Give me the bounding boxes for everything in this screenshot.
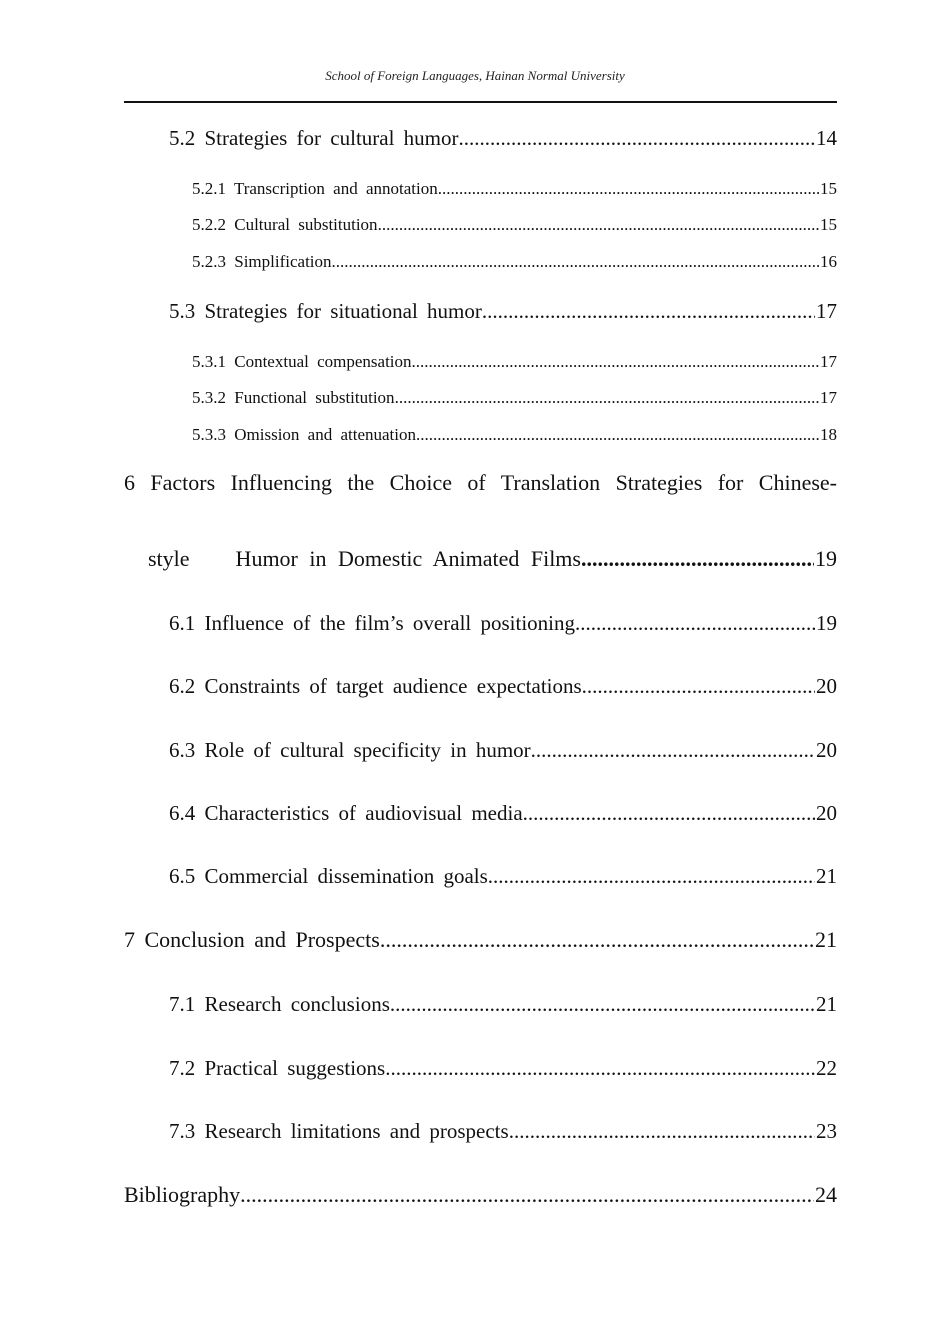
toc-page-number: 19 [816,611,837,635]
toc-leader-dots [523,801,815,826]
toc-page-number: 21 [815,927,837,952]
toc-page-number: 15 [820,179,837,198]
toc-leader-dots [459,126,815,151]
toc-page-number: 17 [820,352,837,371]
toc-entry-6-4[interactable] [169,801,837,826]
toc-entry-7-3[interactable] [169,1119,837,1144]
toc-leader-dots [416,425,819,445]
toc-entry-7-1[interactable] [169,992,837,1017]
toc-entry-label: Bibliography [124,1182,241,1207]
toc-page-number: 14 [816,126,837,150]
toc-leader-dots [531,738,815,763]
toc-entry-7-2[interactable] [169,1056,837,1081]
toc-leader-dots [482,299,815,324]
toc-leader-dots [380,927,814,953]
toc-leader-dots [582,674,815,699]
toc-entry-label: style Humor in Domestic Animated Films [148,546,581,571]
toc-entry-label: 5.2.3 Simplification [192,252,332,271]
toc-page-number: 23 [816,1119,837,1143]
toc-entry-bibliography[interactable] [124,1182,837,1208]
toc-entry-label: 5.2.2 Cultural substitution [192,215,378,234]
toc-leader-dots [438,179,819,199]
toc-entry-5-3[interactable] [169,299,837,324]
toc-page-number: 20 [816,801,837,825]
toc-entry-label: 5.3.1 Contextual compensation [192,352,412,371]
toc-leader-dots [509,1119,815,1144]
header-rule [124,101,837,103]
toc-entry-6-2[interactable] [169,674,837,699]
toc-leader-dots [385,1056,815,1081]
toc-entry-label: 6.2 Constraints of target audience expectations [169,674,582,698]
toc-entry-label: 5.3 Strategies for situational humor [169,299,482,323]
toc-entry-label: 5.3.3 Omission and attenuation [192,425,417,444]
toc-leader-dots [378,215,819,235]
toc-page-number: 15 [820,215,837,234]
toc-entry-6-1[interactable] [169,611,837,636]
toc-page-number: 19 [815,546,837,571]
toc-entry-5-3-2[interactable] [192,388,837,408]
toc-entry-5-2-1[interactable] [192,179,837,199]
toc-page-number: 21 [816,992,837,1016]
toc-page-number: 17 [820,388,837,407]
toc-leader-dots [332,252,819,272]
toc-leader-dots [575,611,815,636]
toc-page-number: 24 [815,1182,837,1207]
toc-leader-dots [412,352,819,372]
toc-entry-label: 5.2 Strategies for cultural humor [169,126,459,150]
toc-entry-6-5[interactable] [169,864,837,889]
toc-entry-7[interactable] [124,927,837,953]
toc-entry-label: 7.2 Practical suggestions [169,1056,386,1080]
toc-leader-dots [488,864,815,889]
toc-entry-5-2-3[interactable] [192,252,837,272]
toc-leader-dots [390,992,815,1017]
toc-entry-label: 7.3 Research limitations and prospects [169,1119,509,1143]
toc-entry-5-3-1[interactable] [192,352,837,372]
toc-page-number: 21 [816,864,837,888]
toc-page-number: 16 [820,252,837,271]
toc-page-number: 22 [816,1056,837,1080]
toc-entry-label: 5.2.1 Transcription and annotation [192,179,438,198]
toc-leader-dots [581,546,814,572]
toc-entry-label: 6.5 Commercial dissemination goals [169,864,488,888]
toc-entry-label: 7 Conclusion and Prospects [124,927,380,952]
toc-entry-label: 7.1 Research conclusions [169,992,390,1016]
toc-entry-5-2-2[interactable] [192,215,837,235]
toc-entry-6[interactable] [148,546,837,572]
toc-entry-label: 6.1 Influence of the film’s overall positioning [169,611,575,635]
toc-entry-label: 6.4 Characteristics of audiovisual media [169,801,523,825]
toc-entry-5-3-3[interactable] [192,425,837,445]
toc-entry-label: 6.3 Role of cultural specificity in humor [169,738,531,762]
toc-leader-dots [395,388,819,408]
running-header: School of Foreign Languages, Hainan Normal University [325,68,625,83]
toc-page-number: 18 [820,425,837,444]
toc-page-number: 20 [816,674,837,698]
toc-entry-label: 5.3.2 Functional substitution [192,388,395,407]
toc-entry-6-line1[interactable]: 6 Factors Influencing the Choice of Translation Strategies for Chinese- [124,470,837,495]
toc-entry-5-2[interactable] [169,126,837,151]
toc-page-number: 17 [816,299,837,323]
toc-leader-dots [240,1182,814,1208]
toc-page-number: 20 [816,738,837,762]
toc-entry-6-3[interactable] [169,738,837,763]
